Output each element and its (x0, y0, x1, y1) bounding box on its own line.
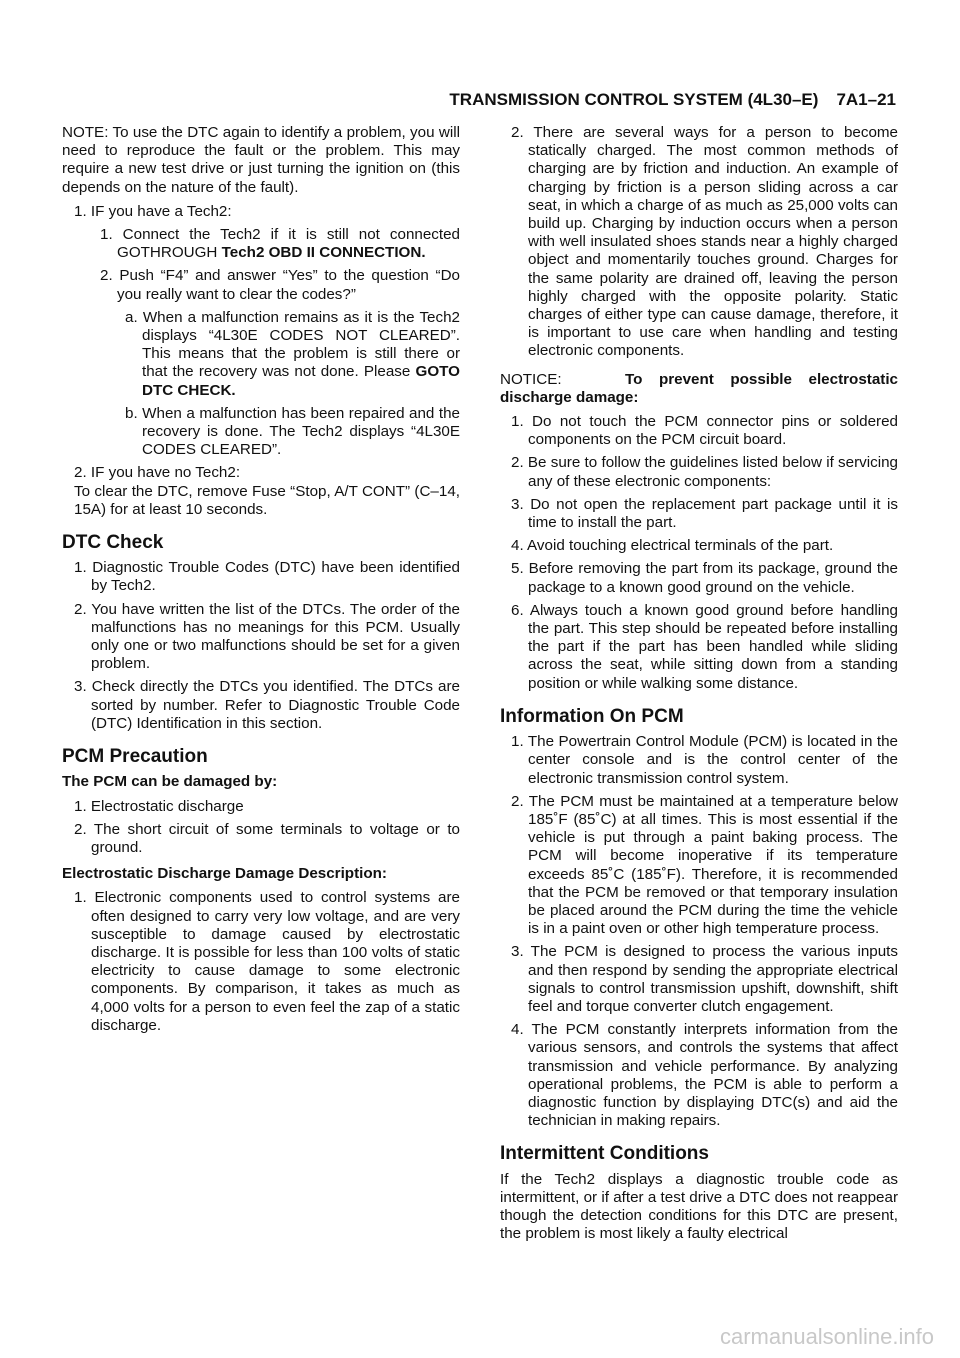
list-item: 2. The PCM must be maintained at a temperature below 185˚F (85˚C) at all times. This is most essential if the vehicle is put through a paint baking process. The PCM will become inoperative if its temperature exceeds 85˚C (185˚F). Therefore, it is recommended that the PCM be removed or that temporary insulation be placed around the PCM during the time the vehicle is in a paint oven or other high temperature process. (511, 792, 898, 938)
page-code: 7A1–21 (836, 90, 896, 109)
list-item: 3. Check directly the DTCs you identified. The DTCs are sorted by number. Refer to Diagnostic Trouble Code (DTC) Identification in this section. (74, 678, 460, 732)
left-column (62, 124, 460, 1040)
list-item: 2. There are several ways for a person to become statically charged. The most common methods of charging are by friction and induction. An example of charging by friction is a person sliding across a car seat, in which a charge of as much as 25,000 volts can build up. Charging by induction occurs when a person with well insulated shoes stands near a highly charged object and momentarily touches ground. Charges for the same polarity are drained off, leaving the person highly charged with the opposite polarity. Static charges of either type can cause damage, therefore, it is important to use care when handling and testing electronic components. (511, 124, 898, 360)
list-item: 3. The PCM is designed to process the various inputs and then respond by sending the appropriate electrical signals to control transmission upshift, downshift, shift feel and torque converter clutch engagement. (511, 943, 898, 1015)
notice-text: To prevent possible electrostatic discharge damage: (500, 370, 898, 406)
list-item: 1. Diagnostic Trouble Codes (DTC) have been identified by Tech2. (74, 559, 460, 595)
section-heading: DTC Check (62, 532, 164, 554)
sub-item-bold: Tech2 OBD II CONNECTION. (221, 244, 426, 262)
list-item: 1. IF you have a Tech2: (74, 202, 232, 220)
sub-sub-list-item: b. When a malfunction has been repaired and the recovery is done. The Tech2 displays “4L30E CODES CLEARED”. (125, 404, 460, 459)
sub-sub-item-bold: GOTO DTC CHECK. (142, 363, 460, 399)
list-item: 4. Avoid touching electrical terminals of the part. (511, 537, 834, 555)
list-item: 1. Electrostatic discharge (74, 797, 244, 815)
notice-paragraph (500, 371, 898, 407)
list-item: 6. Always touch a known good ground before handling the part. This step should be repeated before installing the part if the part has been handled while sliding across the seat, while sitting down from a standing position or while walking some distance. (511, 601, 898, 692)
header-title: TRANSMISSION CONTROL SYSTEM (4L30–E) (449, 90, 819, 109)
list-item: 2. The short circuit of some terminals to voltage or to ground. (74, 820, 460, 856)
list-item: 1. Do not touch the PCM connector pins or soldered components on the PCM circuit board. (511, 413, 898, 449)
intermittent-paragraph: If the Tech2 displays a diagnostic trouble code as intermittent, or if after a test drive a DTC does not reappear though the detection conditions for this DTC are present, the problem is most likely a faulty electrical (500, 1170, 898, 1243)
list-item-continuation: To clear the DTC, remove Fuse “Stop, A/T CONT” (C–14, 15A) for at least 10 seconds. (74, 482, 460, 518)
list-item: 2. IF you have no Tech2: (74, 464, 241, 482)
section-heading: Intermittent Conditions (500, 1143, 709, 1165)
notice-label: NOTICE: (500, 370, 562, 388)
list-item: 5. Before removing the part from its package, ground the package to a known good ground on the vehicle. (511, 560, 898, 596)
right-column (500, 124, 898, 1249)
page-header (0, 90, 896, 110)
section-heading: PCM Precaution (62, 746, 208, 768)
list-item: 2. Be sure to follow the guidelines listed below if servicing any of these electronic components: (511, 454, 898, 490)
watermark: carmanualsonline.info (719, 1324, 934, 1349)
list-item: 3. Do not open the replacement part package until it is time to install the part. (511, 495, 898, 532)
sub-list-item: 2. Push “F4” and answer “Yes” to the question “Do you really want to clear the codes?” (100, 267, 460, 303)
note-paragraph: NOTE: To use the DTC again to identify a problem, you will need to reproduce the fault or the problem. This may require a new test drive or just turning the ignition on (this depends on the nature of the fault). (62, 124, 460, 196)
list-item: 4. The PCM constantly interprets information from the various sensors, and controls the systems that affect transmission and vehicle performance. By analyzing operational problems, the PCM is able to perform a diagnostic function by displaying DTC(s) and aid the technician in making repairs. (511, 1021, 898, 1130)
subsection-label: Electrostatic Discharge Damage Description: (62, 865, 387, 883)
sub-list-item (62, 226, 460, 262)
section-heading: Information On PCM (500, 705, 684, 727)
sub-item-text: 1. Connect the Tech2 if it is still not connected GOTHROUGH (100, 226, 460, 262)
list-item: 2. You have written the list of the DTCs. The order of the malfunctions has no meanings for this PCM. Usually only one or two malfunctions should be set for a given problem. (74, 600, 460, 673)
subsection-label: The PCM can be damaged by: (62, 773, 278, 791)
list-item: 1. The Powertrain Control Module (PCM) is located in the center console and is the control center of the electronic transmission control system. (511, 733, 898, 787)
sub-sub-item-text: a. When a malfunction remains as it is the Tech2 displays “4L30E CODES NOT CLEARED”. This means that the problem is still there or that the recovery was not done. Please (125, 308, 460, 381)
list-item: 1. Electronic components used to control systems are often designed to carry very low voltage, and are very susceptible to damage caused by electrostatic discharge. It is possible for less than 100 volts of static electricity to cause damage to some electronic components. By comparison, it takes as much as 4,000 volts for a person to even feel the zap of a static discharge. (74, 889, 460, 1034)
sub-sub-list-item (62, 309, 460, 400)
